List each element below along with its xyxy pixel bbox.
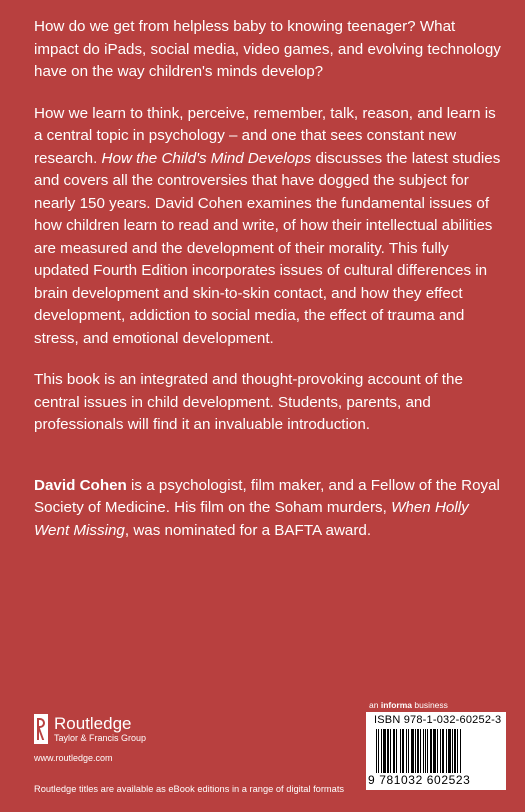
author-bio-end: , was nominated for a BAFTA award. xyxy=(124,521,372,539)
blurb-paragraph-1: How do we get from helpless baby to knowing teenager? What impact do iPads, social media, video games, and evolving technology have on the way children's minds develop? xyxy=(34,18,501,80)
isbn-number: ISBN 978-1-032-60252-3 xyxy=(374,714,502,726)
isbn-barcode xyxy=(366,712,506,790)
author-bio xyxy=(34,475,504,543)
publisher-logo xyxy=(34,714,146,744)
author-bio-text: is a psychologist, film maker, and a Fellow of the Royal Society of Medicine. His film on the Soham murders, xyxy=(34,476,500,516)
blurb-paragraph-3: This book is an integrated and thought-provoking account of the central issues in child development. Students, parents, and professionals will find it an invaluable introduction. xyxy=(34,371,463,433)
blurb-p2-intro: How we learn to think, perceive, remember, talk, reason, and learn is a central topic in psychology – and one that sees constant new research. xyxy=(34,104,496,167)
routledge-logo-icon xyxy=(34,714,48,744)
publisher-name: Routledge xyxy=(54,713,132,733)
blurb-paragraph-2 xyxy=(34,103,504,351)
barcode-digits: 9 781032 602523 xyxy=(368,773,471,787)
author-name: David Cohen xyxy=(34,476,127,494)
film-title: When Holly Went Missing xyxy=(34,499,469,539)
publisher-url: www.routledge.com xyxy=(34,753,113,763)
ebook-note: Routledge titles are available as eBook editions in a range of digital formats xyxy=(34,784,345,794)
barcode-bars-icon xyxy=(376,729,496,773)
back-cover-blurb xyxy=(34,16,504,561)
book-title: How the Child's Mind Develops xyxy=(101,149,312,167)
informa-business-label: an informa business xyxy=(369,700,448,710)
publisher-group: Taylor & Francis Group xyxy=(54,732,147,743)
blurb-p2-rest: discusses the latest studies and covers all the controversies that have dogged the subject for nearly 150 years. David Cohen examines the fundamental issues of how children learn to read and write, of how their intellectual abilities are measured and the development of their morality. This fully updated Fourth Edition incorporates issues of cultural differences in brain development and skin-to-skin contact, and how they effect development, addiction to social media, the effect of trauma and stress, and emotional development. xyxy=(34,149,501,347)
informa-brand: informa xyxy=(380,700,412,710)
